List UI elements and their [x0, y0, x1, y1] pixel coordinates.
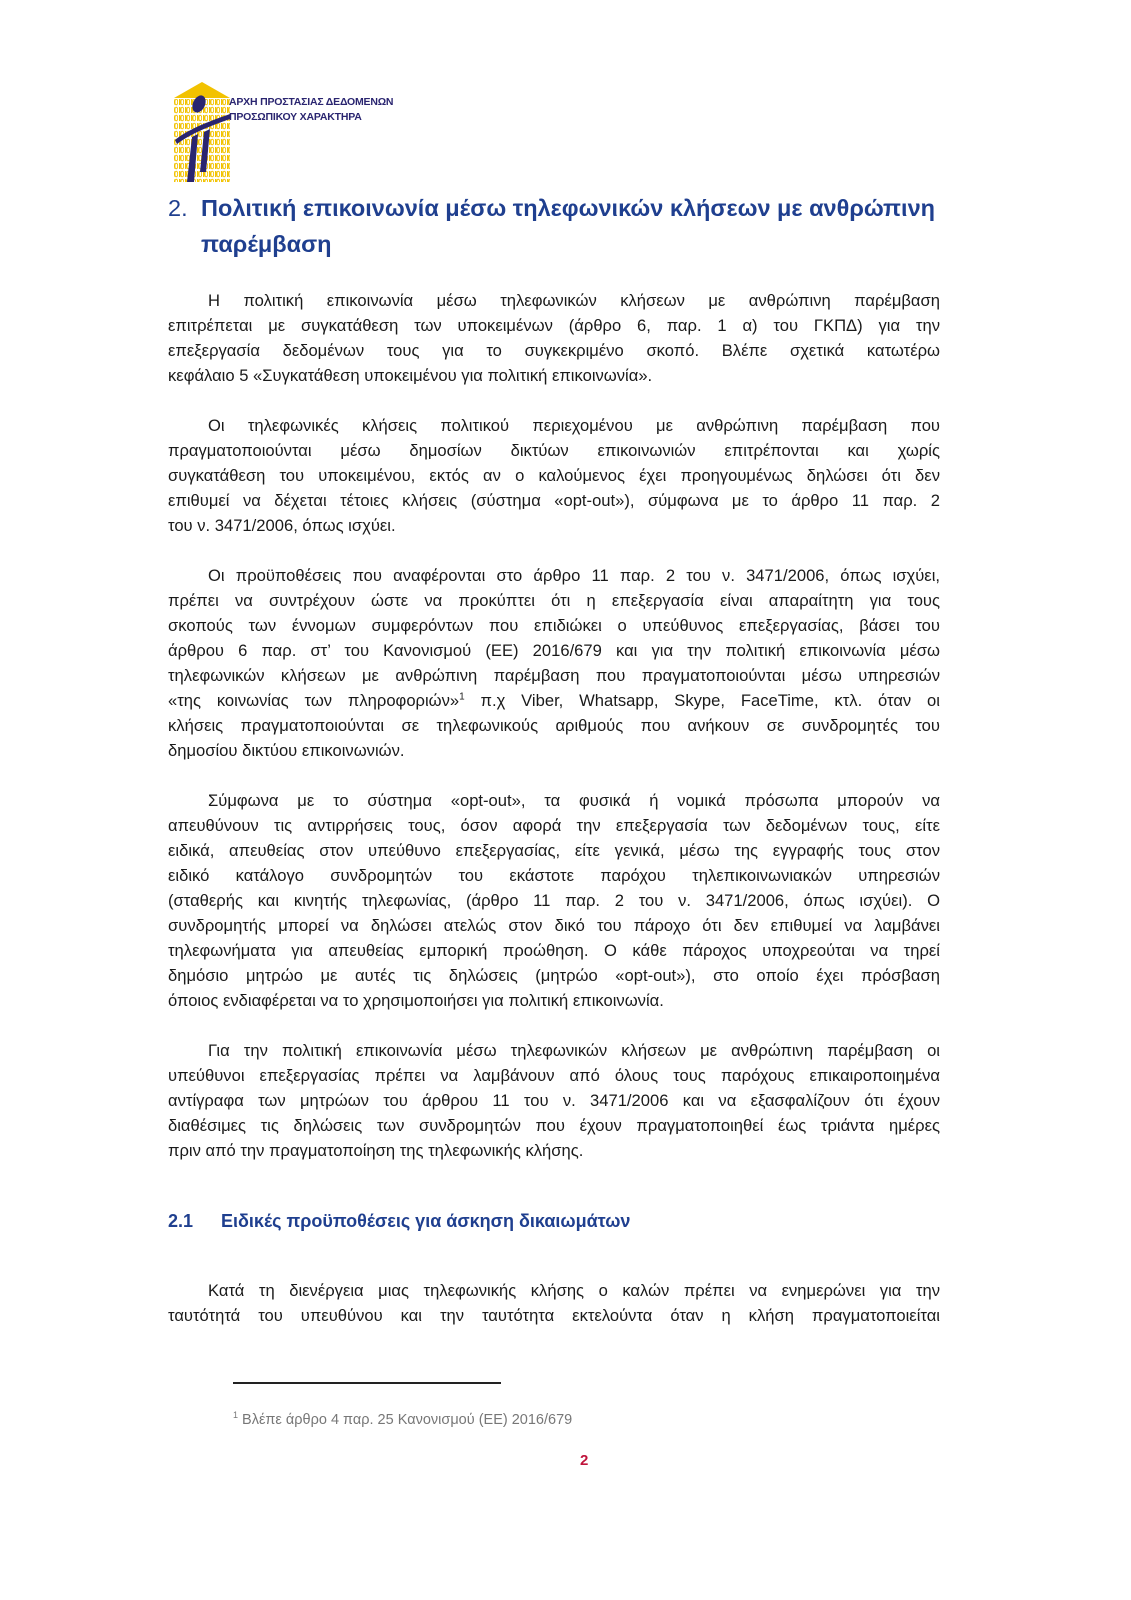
paragraph-1 — [168, 288, 940, 388]
logo-line-1: ΑΡΧΗ ΠΡΟΣΤΑΣΙΑΣ ΔΕΔΟΜΕΝΩΝ — [229, 96, 394, 108]
logo-text — [229, 95, 393, 125]
text-line: διαθέσιμες τις δηλώσεις των συνδρομητών που έχουν πραγματοποιηθεί έως τριάντα ημέρες — [168, 1116, 940, 1135]
section-number: 2. — [168, 195, 188, 221]
text-line: επιθυμεί να δέχεται τέτοιες κλήσεις (σύστημα «opt-out»), σύμφωνα με το άρθρο 11 παρ. 2 — [168, 491, 940, 510]
text-line: Σύμφωνα με το σύστημα «opt-out», τα φυσικά ή νομικά πρόσωπα μπορούν να — [208, 791, 940, 810]
text-line: πρέπει να συντρέχουν ώστε να προκύπτει ότι η επεξεργασία είναι απαραίτητη για τους — [168, 591, 940, 610]
text-line: τηλεφωνικών κλήσεων με ανθρώπινη παρέμβαση που πραγματοποιούνται μέσω υπηρεσιών — [168, 666, 940, 685]
text-line: κεφάλαιο 5 «Συγκατάθεση υποκειμένου για πολιτική επικοινωνία». — [168, 366, 653, 385]
subsection-heading — [168, 1208, 630, 1234]
footnote-separator — [233, 1382, 501, 1384]
footnote-text: Βλέπε άρθρο 4 παρ. 25 Κανονισμού (ΕΕ) 2016/679 — [242, 1412, 573, 1428]
text-line: κλήσεις πραγματοποιούνται σε τηλεφωνικούς αριθμούς που ανήκουν σε συνδρομητές του — [168, 716, 940, 735]
paragraph-6 — [168, 1278, 940, 1328]
section-title-line-1: Πολιτική επικοινωνία μέσω τηλεφωνικών κλήσεων με ανθρώπινη — [201, 195, 936, 221]
page-number: 2 — [580, 1452, 589, 1469]
text-line: Οι τηλεφωνικές κλήσεις πολιτικού περιεχομένου με ανθρώπινη παρέμβαση που — [208, 416, 940, 435]
text-line: σκοπούς των έννομων συμφερόντων που επιδιώκει ο υπεύθυνος επεξεργασίας, βάσει του — [168, 616, 940, 635]
text-line: τηλεφωνήματα για απευθείας εμπορική προώθηση. Ο κάθε πάροχος υποχρεούται να τηρεί — [168, 941, 940, 960]
footnote-reference[interactable]: 1 — [459, 691, 465, 703]
paragraph-5 — [168, 1038, 940, 1163]
text-line: αντίγραφα των μητρώων του άρθρου 11 του ν. 3471/2006 και να εξασφαλίζουν ότι έχουν — [168, 1091, 940, 1110]
text-line: ειδικό κατάλογο συνδρομητών του εκάστοτε παρόχου τηλεπικοινωνιακών υπηρεσιών — [168, 866, 940, 885]
logo-line-2: ΠΡΟΣΩΠΙΚΟΥ ΧΑΡΑΚΤΗΡΑ — [229, 111, 362, 123]
text-line: Οι προϋποθέσεις που αναφέρονται στο άρθρο 11 παρ. 2 του ν. 3471/2006, όπως ισχύει, — [208, 566, 940, 585]
footnote-number: 1 — [233, 1410, 239, 1421]
text-line: (σταθερής και κινητής τηλεφωνίας, (άρθρο 11 παρ. 2 του ν. 3471/2006, όπως ισχύει). Ο — [168, 891, 940, 910]
subsection-number: 2.1 — [168, 1211, 194, 1231]
text-line: Η πολιτική επικοινωνία μέσω τηλεφωνικών κλήσεων με ανθρώπινη παρέμβαση — [208, 291, 940, 310]
footnote — [233, 1412, 572, 1428]
paragraph-2 — [168, 413, 940, 538]
text-line: δημόσιο μητρώο με αυτές τις δηλώσεις (μητρώο «opt-out»), στο οποίο έχει πρόσβαση — [168, 966, 940, 985]
text-line: άρθρου 6 παρ. στ’ του Κανονισμού (ΕΕ) 2016/679 και για την πολιτική επικοινωνία μέσω — [168, 641, 940, 660]
text-line: επεξεργασία δεδομένων τους για το συγκεκριμένο σκοπό. Βλέπε σχετικά κατωτέρω — [168, 341, 940, 360]
text-line: επιτρέπεται με συγκατάθεση των υποκειμένων (άρθρο 6, παρ. 1 α) του ΓΚΠΔ) για την — [168, 316, 940, 335]
dpa-logo — [172, 82, 232, 184]
text-segment: «της κοινωνίας των πληροφοριών» — [168, 691, 460, 710]
text-line: πραγματοποιούνται μέσω δημοσίων δικτύων επικοινωνιών επιτρέπονται και χωρίς — [168, 441, 940, 460]
text-line: ταυτότητά του υπευθύνου και την ταυτότητα εκτελούντα όταν η κλήση πραγματοποιείται — [168, 1306, 940, 1325]
text-line — [168, 688, 940, 713]
text-line: δημοσίου δικτύου επικοινωνιών. — [168, 741, 405, 760]
section-title-line-2: παρέμβαση — [201, 231, 332, 257]
text-line: πριν από την πραγματοποίηση της τηλεφωνικής κλήσης. — [168, 1141, 584, 1160]
section-heading — [168, 190, 948, 262]
text-line: συγκατάθεση του υποκειμένου, εκτός αν ο καλούμενος έχει προηγουμένως δηλώσει ότι δεν — [168, 466, 940, 485]
text-line: απευθύνουν τις αντιρρήσεις τους, όσον αφορά την επεξεργασία των δεδομένων τους, είτε — [168, 816, 940, 835]
text-line: Κατά τη διενέργεια μιας τηλεφωνικής κλήσης ο καλών πρέπει να ενημερώνει για την — [208, 1281, 940, 1300]
text-line: του ν. 3471/2006, όπως ισχύει. — [168, 516, 396, 535]
text-line: όποιος ενδιαφέρεται να το χρησιμοποιήσει για πολιτική επικοινωνία. — [168, 991, 664, 1010]
text-line: Για την πολιτική επικοινωνία μέσω τηλεφωνικών κλήσεων με ανθρώπινη παρέμβαση οι — [208, 1041, 940, 1060]
text-line: ειδικά, απευθείας στον υπεύθυνο επεξεργασίας, είτε γενικά, μέσω της εγγραφής τους στον — [168, 841, 940, 860]
subsection-title: Ειδικές προϋποθέσεις για άσκηση δικαιωμάτων — [221, 1211, 631, 1231]
text-line: υπεύθυνοι επεξεργασίας πρέπει να λαμβάνουν από όλους τους παρόχους επικαιροποιημένα — [168, 1066, 940, 1085]
text-segment: π.χ Viber, Whatsapp, Skype, FaceTime, κτλ. όταν οι — [464, 691, 940, 710]
paragraph-4 — [168, 788, 940, 1013]
text-line: συνδρομητής μπορεί να δηλώσει ατελώς στον δικό του πάροχο ότι δεν επιθυμεί να λαμβάνει — [168, 916, 940, 935]
paragraph-3 — [168, 563, 940, 763]
